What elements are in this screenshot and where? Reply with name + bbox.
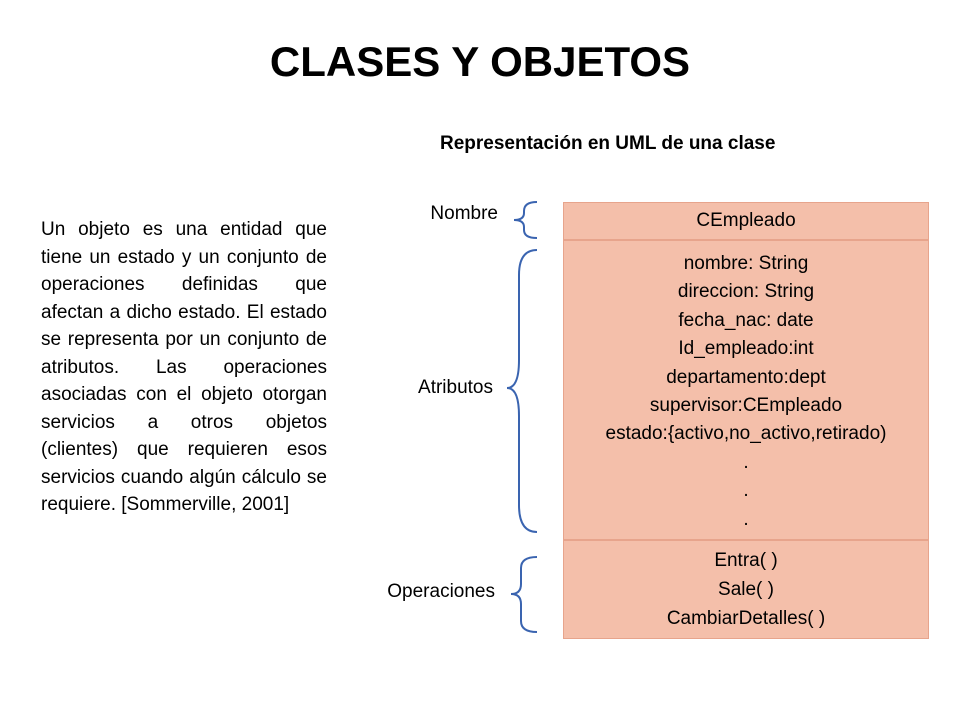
uml-attribute: fecha_nac: date xyxy=(678,309,814,331)
label-nombre: Nombre xyxy=(430,203,498,224)
uml-attribute: nombre: String xyxy=(683,253,809,274)
uml-attribute: Id_empleado:int xyxy=(678,338,814,360)
label-atributos: Atributos xyxy=(418,377,493,398)
brace-operaciones xyxy=(511,557,537,632)
uml-attribute: direccion: String xyxy=(677,281,815,303)
uml-operations-box xyxy=(563,540,929,639)
brace-atributos xyxy=(507,250,537,532)
brace-nombre xyxy=(514,202,537,238)
uml-attribute-ellipsis: . xyxy=(743,451,749,473)
label-operaciones: Operaciones xyxy=(387,581,495,602)
diagram-subtitle: Representación en UML de una clase xyxy=(440,133,776,154)
uml-attribute: estado:{activo,no_activo,retirado) xyxy=(605,423,887,445)
uml-operation: CambiarDetalles( ) xyxy=(666,608,826,629)
uml-attribute: supervisor:CEmpleado xyxy=(649,395,843,417)
object-description: Un objeto es una entidad que tiene un estado y un conjunto de operaciones definidas que afectan a dicho estado. El estado se representa por un conjunto de atributos. Las operaciones asociadas con el objeto otorgan servicios a otros objetos (clientes) que requieren esos servicios cuando algún cálculo se requiere. [Sommerville, 2001] xyxy=(41,219,327,515)
uml-attribute-ellipsis: . xyxy=(743,480,749,502)
uml-attributes-box xyxy=(563,240,929,540)
uml-class-name: CEmpleado xyxy=(696,210,796,231)
slide-title: CLASES Y OBJETOS xyxy=(269,38,691,85)
uml-operation: Entra( ) xyxy=(714,550,778,571)
uml-operation: Sale( ) xyxy=(718,579,774,600)
uml-attribute-ellipsis: . xyxy=(743,508,749,530)
uml-attribute: departamento:dept xyxy=(666,366,826,388)
uml-class-name-box xyxy=(563,202,929,240)
